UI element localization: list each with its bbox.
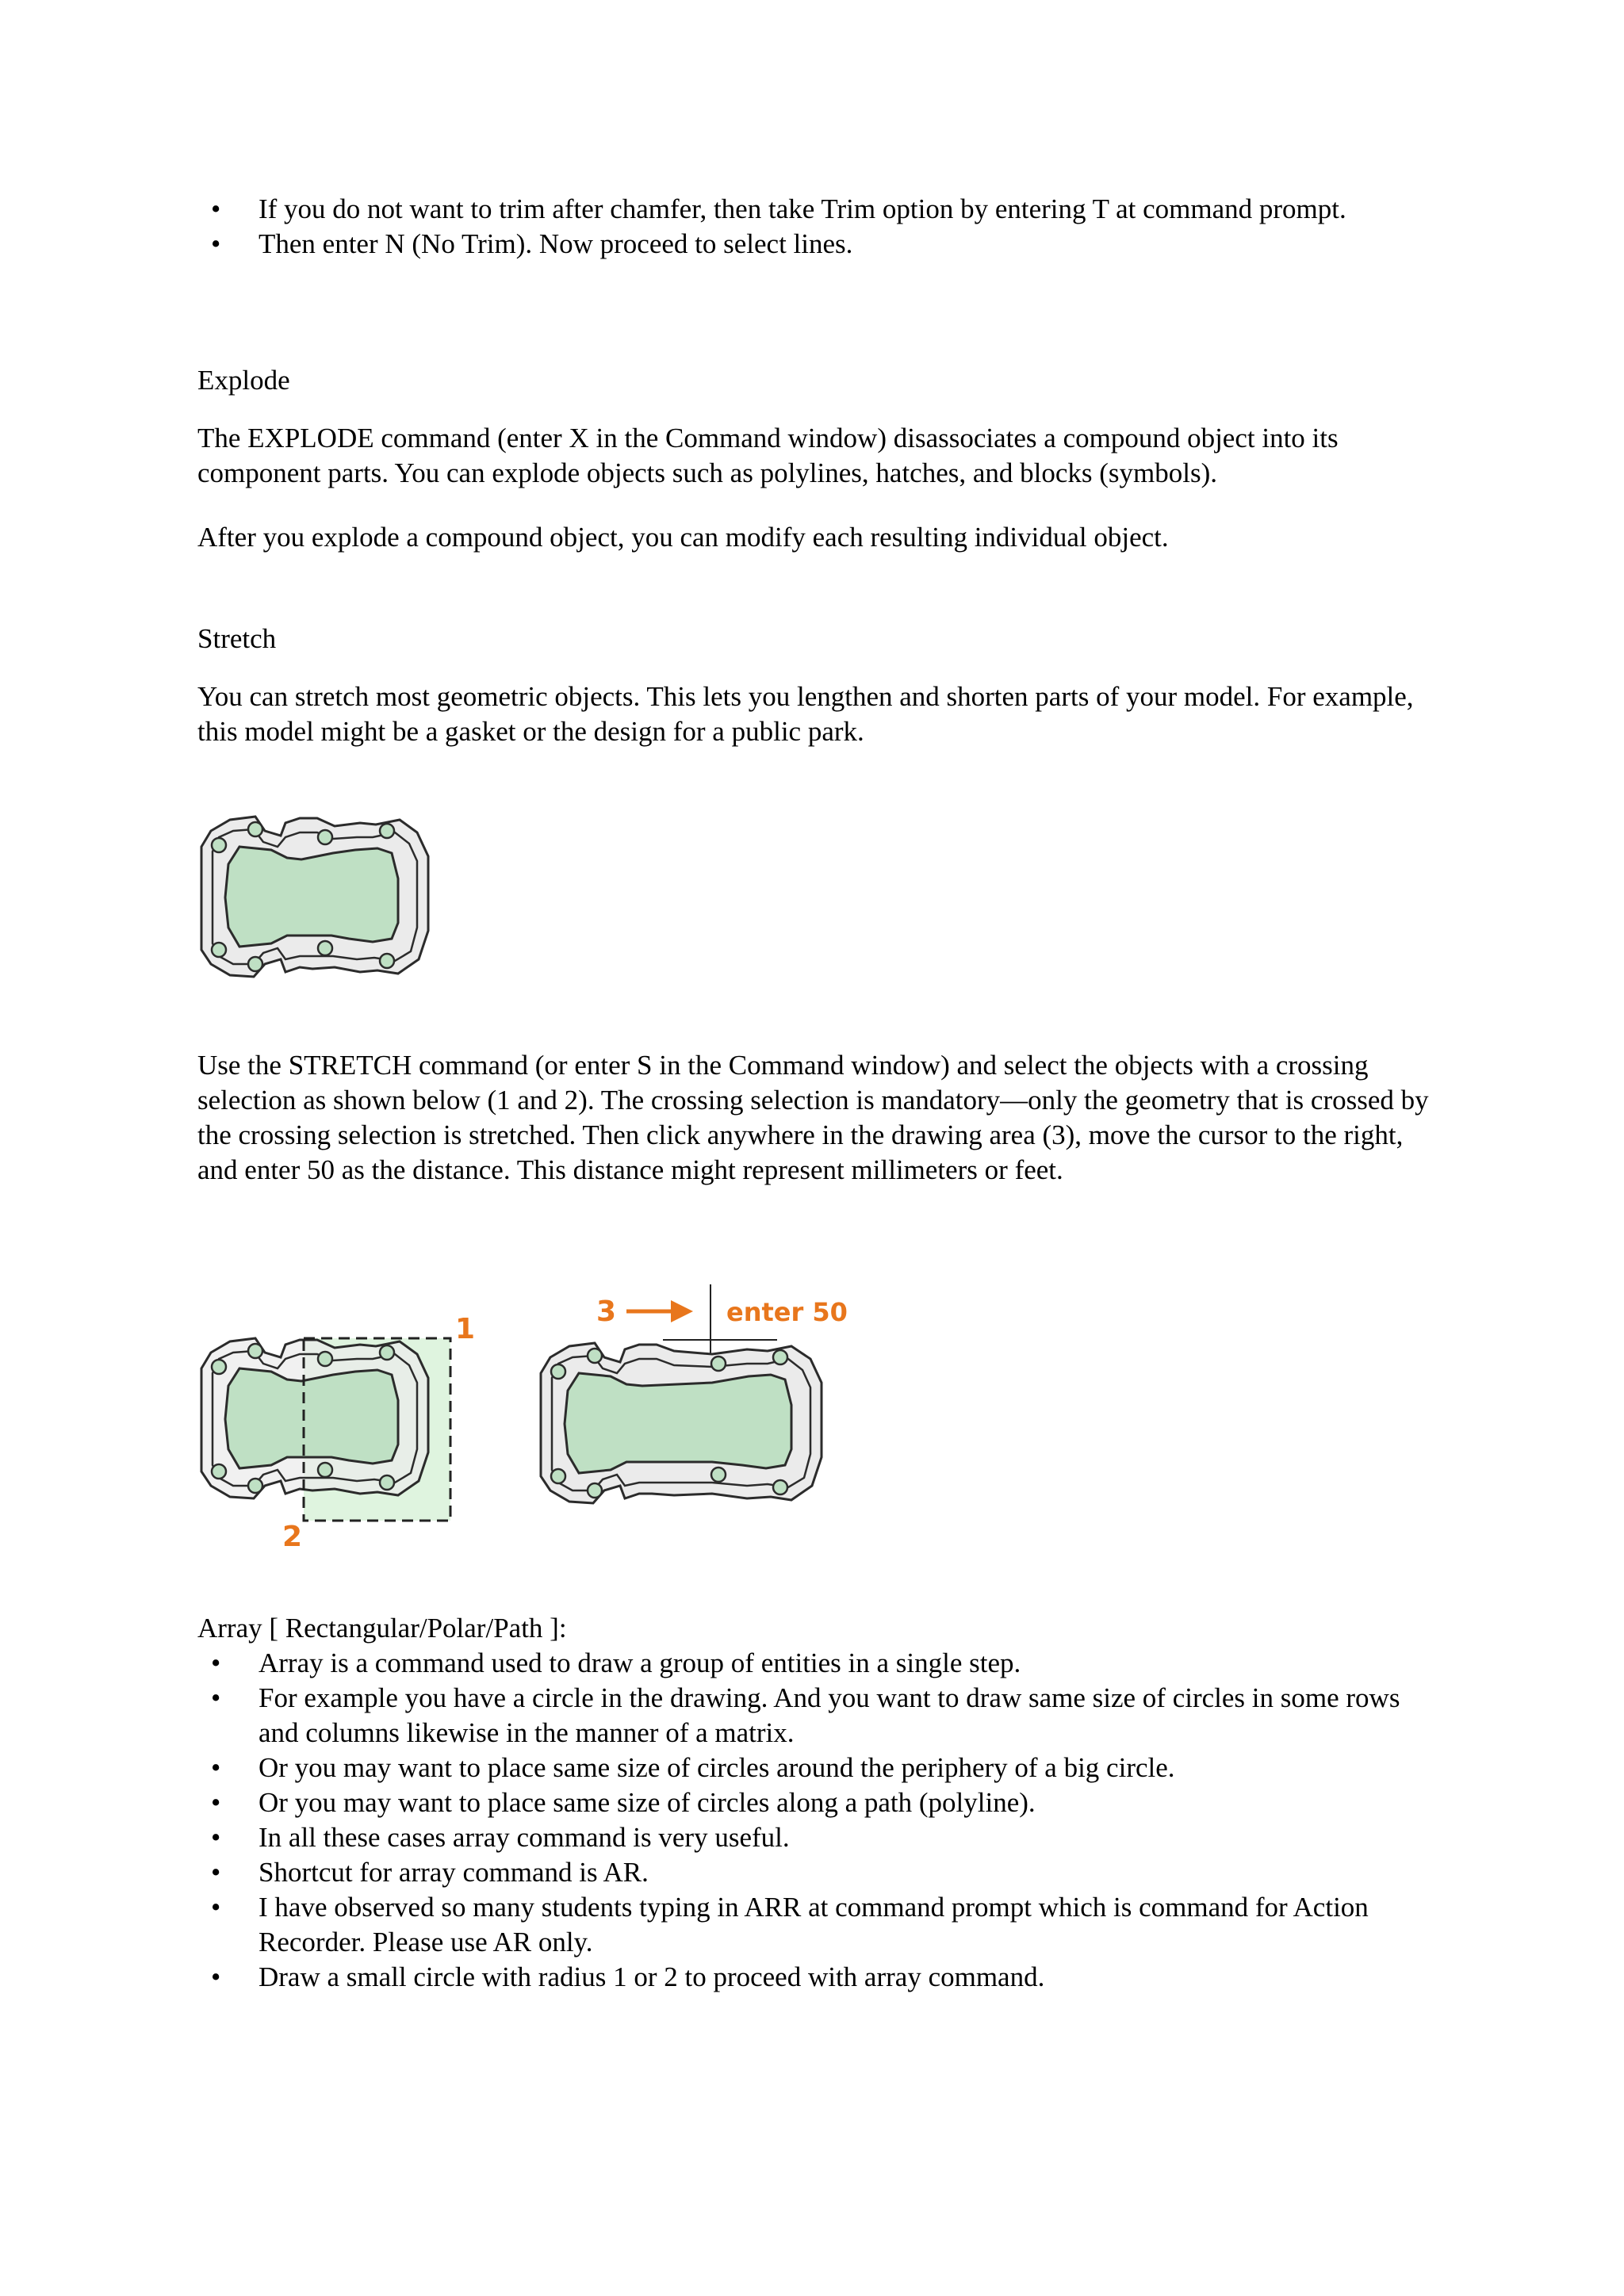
bullet-text: In all these cases array command is very useful. bbox=[259, 1822, 790, 1853]
explode-paragraph-1: The EXPLODE command (enter X in the Command window) disassociates a compound object into its component parts. You can explode objects such as polylines, hatches, and blocks (symbols). bbox=[197, 423, 1339, 488]
array-bullet-list bbox=[197, 1646, 1434, 1995]
bullet-text: Then enter N (No Trim). Now proceed to select lines. bbox=[259, 228, 853, 259]
bullet-icon: • bbox=[211, 1961, 221, 1992]
list-item bbox=[197, 1646, 1434, 1681]
list-item bbox=[197, 1785, 1434, 1820]
list-item bbox=[197, 1855, 1434, 1890]
bullet-text: I have observed so many students typing in ARR at command prompt which is command for Action Recorder. Please use AR only. bbox=[259, 1892, 1369, 1957]
bolt-hole-icon bbox=[318, 1352, 332, 1366]
bolt-hole-icon bbox=[212, 1360, 226, 1374]
stretch-paragraph-2: Use the STRETCH command (or enter S in the Command window) and select the objects with a crossing selection as shown below (1 and 2). The crossing selection is mandatory—only the geometry that is crossed by the crossing selection is stretched. Then click anywhere in the drawing area (3), move the cursor to the right, and enter 50 as the distance. This distance might represent millimeters or feet. bbox=[197, 1050, 1429, 1185]
bolt-hole-icon bbox=[588, 1349, 602, 1363]
bolt-hole-icon bbox=[212, 1464, 226, 1479]
bolt-hole-icon bbox=[248, 822, 262, 836]
array-heading: Array [ Rectangular/Polar/Path ]: bbox=[197, 1613, 567, 1644]
bolt-hole-icon bbox=[212, 943, 226, 957]
list-item bbox=[197, 1751, 1434, 1785]
bolt-hole-icon bbox=[380, 1345, 394, 1360]
gasket-inner-region bbox=[225, 1368, 398, 1468]
list-item bbox=[197, 1890, 1434, 1960]
gasket-figure bbox=[198, 809, 436, 987]
bullet-text: Shortcut for array command is AR. bbox=[259, 1857, 649, 1888]
bullet-icon: • bbox=[211, 1752, 221, 1783]
bolt-hole-icon bbox=[588, 1483, 602, 1498]
bullet-icon: • bbox=[211, 193, 221, 224]
list-item bbox=[197, 192, 1434, 227]
list-item bbox=[197, 1681, 1434, 1751]
bolt-hole-icon bbox=[551, 1364, 565, 1379]
bullet-text: Array is a command used to draw a group of entities in a single step. bbox=[259, 1647, 1021, 1678]
bullet-icon: • bbox=[211, 1682, 221, 1713]
stretch-selection-figure bbox=[198, 1300, 484, 1554]
top-bullet-list bbox=[197, 192, 1434, 262]
gasket-inner-region bbox=[565, 1373, 791, 1473]
bullet-icon: • bbox=[211, 1647, 221, 1678]
bolt-hole-icon bbox=[318, 830, 332, 844]
bullet-icon: • bbox=[211, 1892, 221, 1923]
bolt-hole-icon bbox=[380, 824, 394, 838]
list-item bbox=[197, 1820, 1434, 1855]
bolt-hole-icon bbox=[318, 1463, 332, 1477]
bolt-hole-icon bbox=[212, 838, 226, 852]
bullet-text: Or you may want to place same size of circles along a path (polyline). bbox=[259, 1787, 1036, 1818]
list-item bbox=[197, 1960, 1434, 1995]
explode-heading: Explode bbox=[197, 365, 290, 396]
bolt-hole-icon bbox=[318, 941, 332, 955]
bolt-hole-icon bbox=[551, 1469, 565, 1483]
bolt-hole-icon bbox=[711, 1468, 726, 1482]
bolt-hole-icon bbox=[380, 954, 394, 968]
bolt-hole-icon bbox=[773, 1350, 787, 1364]
bullet-icon: • bbox=[211, 1822, 221, 1853]
bolt-hole-icon bbox=[248, 1479, 262, 1493]
explode-paragraph-2: After you explode a compound object, you can modify each resulting individual object. bbox=[197, 522, 1169, 553]
bolt-hole-icon bbox=[773, 1480, 787, 1494]
bullet-icon: • bbox=[211, 1787, 221, 1818]
bolt-hole-icon bbox=[248, 957, 262, 971]
stretch-heading: Stretch bbox=[197, 623, 277, 654]
gasket-inner-region bbox=[225, 847, 398, 947]
bullet-icon: • bbox=[211, 1857, 221, 1888]
stretch-result-figure bbox=[538, 1284, 855, 1522]
label-2: 2 bbox=[282, 1521, 303, 1553]
bullet-text: For example you have a circle in the drawing. And you want to draw same size of circles in some rows and columns likewise in the manner of a matrix. bbox=[259, 1682, 1400, 1748]
arrow-right-icon bbox=[626, 1300, 693, 1322]
bolt-hole-icon bbox=[248, 1344, 262, 1358]
bullet-text: Or you may want to place same size of circles around the periphery of a big circle. bbox=[259, 1752, 1175, 1783]
bullet-text: Draw a small circle with radius 1 or 2 to proceed with array command. bbox=[259, 1961, 1045, 1992]
label-3: 3 bbox=[596, 1295, 617, 1328]
bolt-hole-icon bbox=[380, 1475, 394, 1490]
stretch-paragraph-1: You can stretch most geometric objects. This lets you lengthen and shorten parts of your model. For example, this model might be a gasket or the design for a public park. bbox=[197, 681, 1414, 747]
bolt-hole-icon bbox=[711, 1357, 726, 1371]
bullet-text: If you do not want to trim after chamfer, then take Trim option by entering T at command prompt. bbox=[259, 193, 1346, 224]
list-item bbox=[197, 227, 1434, 262]
bullet-icon: • bbox=[211, 228, 221, 259]
enter-distance-label: enter 50 bbox=[726, 1297, 848, 1327]
label-1: 1 bbox=[455, 1313, 476, 1345]
